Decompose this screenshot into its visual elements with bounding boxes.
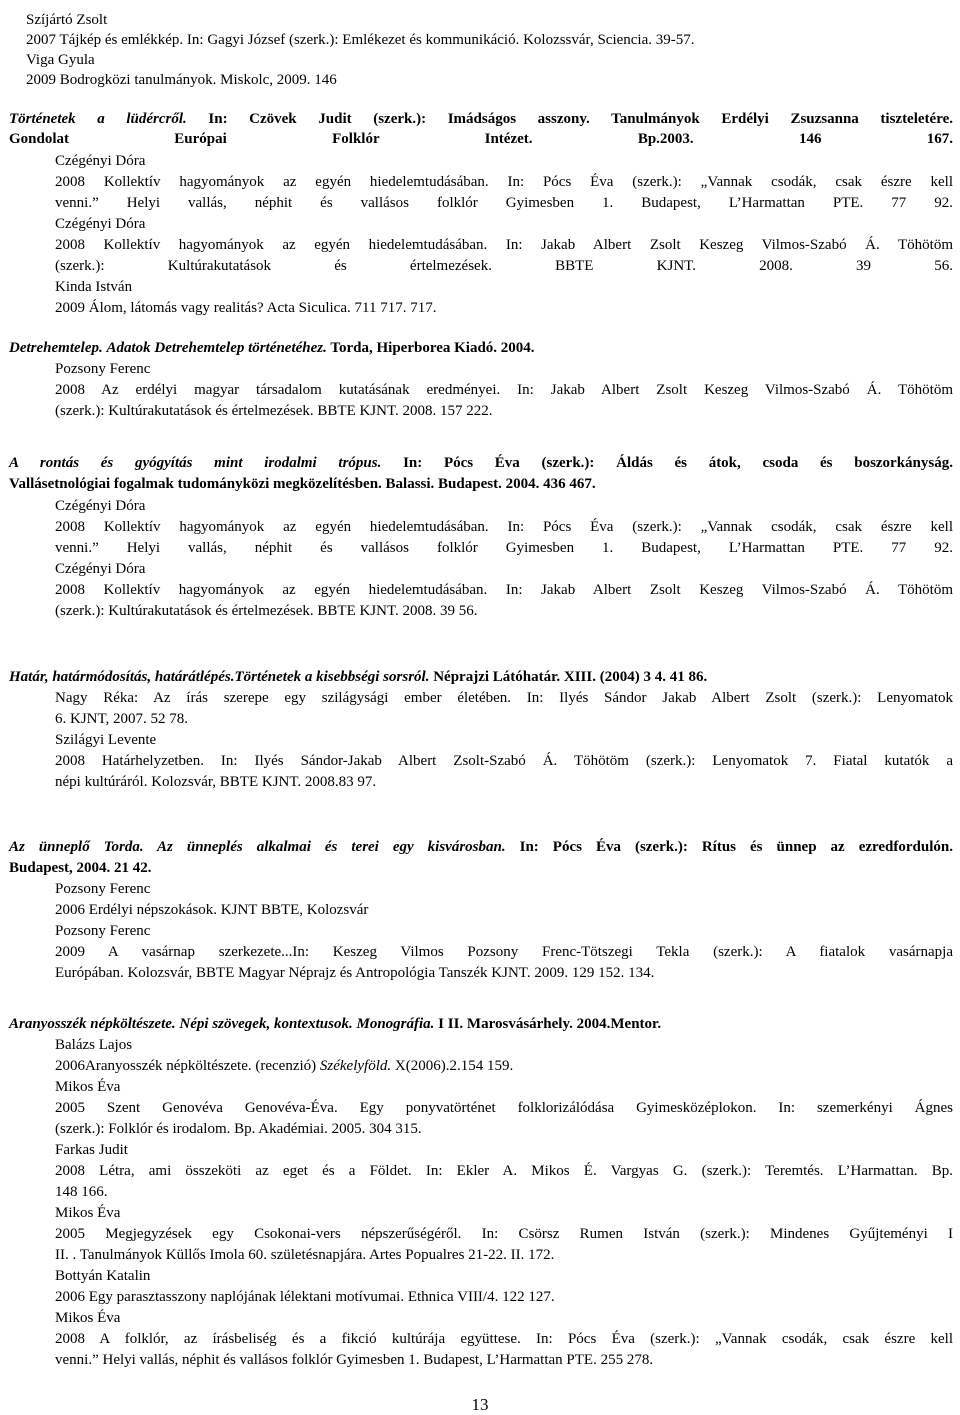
text-line bbox=[55, 580, 953, 600]
text-segment: 2008 Határhelyzetben. In: Ilyés Sándor-Jakab Albert Zsolt-Szabó Á. Töhötöm (szerk.): Lenyomatok 7. Fiatal kutatók a bbox=[55, 753, 953, 769]
text-segment: venni.” Helyi vallás, néphit és vallásos folklór Gyimesben 1. Budapest, L’Harmattan PTE. 77 92. bbox=[55, 195, 953, 211]
text-segment: 2008 A folklór, az írásbeliség és a fikció kultúrája együttese. In: Pócs Éva (szerk.): „Vannak csodák, csak észre kell bbox=[55, 1331, 953, 1347]
text-segment: Balázs Lajos bbox=[55, 1037, 133, 1053]
text-line bbox=[55, 942, 953, 962]
text-line bbox=[55, 1329, 953, 1349]
text-segment: venni.” Helyi vallás, néphit és vallásos folklór Gyimesben 1. Budapest, L’Harmattan PTE. 77 92. bbox=[55, 540, 953, 556]
text-line bbox=[55, 1350, 653, 1370]
text-segment: Viga Gyula bbox=[26, 52, 95, 68]
text-line bbox=[55, 298, 436, 318]
text-line bbox=[55, 172, 953, 192]
text-segment: Torda, Hiperborea Kiadó. 2004. bbox=[326, 340, 535, 356]
text-line bbox=[55, 963, 654, 983]
text-line bbox=[55, 214, 145, 234]
text-segment: Kinda István bbox=[55, 279, 133, 295]
text-line bbox=[55, 380, 953, 400]
text-line bbox=[55, 1140, 128, 1160]
text-segment: Székelyföld. bbox=[319, 1058, 392, 1074]
text-line bbox=[55, 1056, 513, 1076]
text-segment: Czégényi Dóra bbox=[55, 153, 146, 169]
text-line bbox=[9, 109, 953, 129]
text-segment: 2009 A vasárnap szerkezete...In: Keszeg Vilmos Pozsony Frenc-Tötszegi Tekla (szerk.): A fiatalok vasárnapja bbox=[55, 944, 953, 960]
text-segment: Mikos Éva bbox=[55, 1205, 121, 1221]
text-segment: (szerk.): Folklór és irodalom. Bp. Akadémiai. 2005. 304 315. bbox=[55, 1121, 422, 1137]
text-line bbox=[55, 1287, 555, 1307]
text-segment: Mikos Éva bbox=[55, 1079, 121, 1095]
text-line bbox=[55, 277, 132, 297]
text-line bbox=[55, 1098, 953, 1118]
text-line bbox=[55, 879, 150, 899]
text-segment: Néprajzi Látóhatár. XIII. (2004) 3 4. 41 86. bbox=[429, 669, 708, 685]
text-line bbox=[55, 730, 156, 750]
text-line bbox=[55, 359, 150, 379]
text-line bbox=[55, 496, 145, 516]
text-segment: (szerk.): Kultúrakutatások és értelmezések. BBTE KJNT. 2008. 157 222. bbox=[55, 403, 493, 419]
text-line bbox=[55, 900, 368, 920]
text-line bbox=[55, 1245, 554, 1265]
text-line bbox=[55, 193, 953, 213]
text-segment: Nagy Réka: Az írás szerepe egy szilágysági ember életében. In: Ilyés Sándor Jakab Albert Zsolt (szerk.): Lenyomatok bbox=[55, 690, 953, 706]
page-number: 13 bbox=[471, 1395, 489, 1414]
text-line bbox=[55, 235, 953, 255]
text-line bbox=[55, 1266, 150, 1286]
text-segment: 2005 Szent Genovéva Genovéva-Éva. Egy ponyvatörténet folklorizálódása Gyimesközéplokon. In: szemerkényi Ágnes bbox=[55, 1100, 953, 1116]
text-segment: I II. Marosvásárhely. 2004.Mentor. bbox=[434, 1016, 662, 1032]
text-line bbox=[9, 453, 953, 473]
text-segment: 2008 Kollektív hagyományok az egyén hiedelemtudásában. In: Pócs Éva (szerk.): „Vannak csodák, csak észre kell bbox=[55, 174, 953, 190]
text-segment: X(2006).2.154 159. bbox=[391, 1058, 514, 1074]
text-segment: 2008 Az erdélyi magyar társadalom kutatásának eredményei. In: Jakab Albert Zsolt Keszeg Vilmos-Szabó Á. Töhötöm bbox=[55, 382, 953, 398]
text-segment: venni.” Helyi vallás, néphit és vallásos folklór Gyimesben 1. Budapest, L’Harmattan PTE. 255 278. bbox=[55, 1352, 654, 1368]
text-line bbox=[9, 837, 953, 857]
text-segment: 2009 Álom, látomás vagy realitás? Acta Siculica. 711 717. 717. bbox=[55, 300, 437, 316]
text-line bbox=[55, 538, 953, 558]
text-segment: Pozsony Ferenc bbox=[55, 881, 151, 897]
text-segment: Szilágyi Levente bbox=[55, 732, 157, 748]
text-segment: 2007 Tájkép és emlékkép. In: Gagyi József (szerk.): Emlékezet és kommunikáció. Kolozssvár, Sciencia. 39-57. bbox=[26, 32, 695, 48]
text-segment: Pozsony Ferenc bbox=[55, 923, 151, 939]
text-line bbox=[55, 256, 953, 276]
text-segment: 2008 Kollektív hagyományok az egyén hiedelemtudásában. In: Jakab Albert Zsolt Keszeg Vilmos-Szabó Á. Töhötöm bbox=[55, 582, 953, 598]
text-segment: A rontás és gyógyítás mint irodalmi trópus. bbox=[9, 455, 382, 471]
text-segment: Határ, határmódosítás, határátlépés.Történetek a kisebbségi sorsról. bbox=[9, 669, 430, 685]
text-segment: Történetek a lüdércről. bbox=[9, 111, 187, 127]
text-line bbox=[55, 1161, 953, 1181]
text-line bbox=[55, 772, 376, 792]
text-line bbox=[9, 858, 152, 878]
text-segment: Gondolat Európai Folklór Intézet. Bp.2003. 146 167. bbox=[9, 131, 953, 147]
text-line bbox=[9, 338, 535, 358]
text-line bbox=[55, 1119, 422, 1139]
text-line bbox=[55, 921, 150, 941]
text-segment: Adatok Detrehemtelep történetéhez. bbox=[106, 340, 327, 356]
text-segment: Czégényi Dóra bbox=[55, 498, 146, 514]
text-segment: Czégényi Dóra bbox=[55, 561, 146, 577]
text-segment: Aranyosszék népköltészete. Népi szövegek, kontextusok. Monográfia. bbox=[9, 1016, 435, 1032]
text-segment: (szerk.): Kultúrakutatások és értelmezések. BBTE KJNT. 2008. 39 56. bbox=[55, 603, 478, 619]
text-segment: 2006 Egy parasztasszony naplójának lélektani motívumai. Ethnica VIII/4. 122 127. bbox=[55, 1289, 555, 1305]
text-line bbox=[55, 709, 188, 729]
text-segment: 148 166. bbox=[55, 1184, 108, 1200]
text-segment: Európában. Kolozsvár, BBTE Magyar Néprajz és Antropológia Tanszék KJNT. 2009. 129 152. 134. bbox=[55, 965, 655, 981]
text-line bbox=[26, 30, 695, 50]
text-segment: 2005 Megjegyzések egy Csokonai-vers népszerűségéről. In: Csörsz Rumen István (szerk.): Mindenes Gyűjteményi I bbox=[55, 1226, 953, 1242]
text-segment: Farkas Judit bbox=[55, 1142, 128, 1158]
text-segment: 2006 Erdélyi népszokások. KJNT BBTE, Kolozsvár bbox=[55, 902, 369, 918]
text-line bbox=[9, 1014, 661, 1034]
text-segment: Budapest, 2004. 21 42. bbox=[9, 860, 152, 876]
text-line bbox=[55, 1035, 132, 1055]
text-segment: 6. KJNT, 2007. 52 78. bbox=[55, 711, 189, 727]
text-line bbox=[55, 1203, 120, 1223]
text-segment: Detrehemtelep. bbox=[9, 340, 103, 356]
text-segment: 2008 Létra, ami összeköti az eget és a Földet. In: Ekler A. Mikos É. Vargyas G. (szerk.): Teremtés. L’Harmattan. Bp. bbox=[55, 1163, 953, 1179]
text-segment: Szíjártó Zsolt bbox=[26, 12, 108, 28]
text-segment: Czégényi Dóra bbox=[55, 216, 146, 232]
text-line bbox=[55, 151, 145, 171]
text-segment: In: Pócs Éva (szerk.): Rítus és ünnep az ezredfordulón. bbox=[505, 839, 953, 855]
text-line bbox=[55, 401, 493, 421]
text-line bbox=[55, 1224, 953, 1244]
text-segment: Bottyán Katalin bbox=[55, 1268, 151, 1284]
text-line bbox=[9, 474, 596, 494]
text-segment: 2008 Kollektív hagyományok az egyén hiedelemtudásában. In: Jakab Albert Zsolt Keszeg Vilmos-Szabó Á. Töhötöm bbox=[55, 237, 953, 253]
text-segment: Az ünneplő Torda. Az ünneplés alkalmai és terei egy kisvárosban. bbox=[9, 839, 506, 855]
text-line bbox=[55, 751, 953, 771]
text-segment: népi kultúráról. Kolozsvár, BBTE KJNT. 2008.83 97. bbox=[55, 774, 377, 790]
text-segment: 2006Aranyosszék népköltészete. (recenzió) bbox=[55, 1058, 320, 1074]
text-line bbox=[55, 517, 953, 537]
text-line bbox=[26, 70, 337, 90]
text-line bbox=[26, 10, 107, 30]
text-segment: In: Pócs Éva (szerk.): Áldás és átok, csoda és boszorkányság. bbox=[381, 455, 953, 471]
text-line bbox=[55, 601, 478, 621]
text-line bbox=[55, 559, 145, 579]
text-segment: Vallásetnológiai fogalmak tudományközi megközelítésben. Balassi. Budapest. 2004. 436 467. bbox=[9, 476, 596, 492]
text-segment: Mikos Éva bbox=[55, 1310, 121, 1326]
text-segment: II. . Tanulmányok Küllős Imola 60. születésnapjára. Artes Popualres 21-22. II. 172. bbox=[55, 1247, 555, 1263]
text-segment: (szerk.): Kultúrakutatások és értelmezések. BBTE KJNT. 2008. 39 56. bbox=[55, 258, 953, 274]
text-line bbox=[26, 50, 95, 70]
text-segment: Pozsony Ferenc bbox=[55, 361, 151, 377]
text-line bbox=[55, 1077, 120, 1097]
text-line bbox=[55, 1308, 120, 1328]
text-line bbox=[9, 667, 707, 687]
text-line bbox=[55, 688, 953, 708]
text-segment: 2009 Bodrogközi tanulmányok. Miskolc, 2009. 146 bbox=[26, 72, 337, 88]
text-line bbox=[55, 1182, 108, 1202]
text-segment: 2008 Kollektív hagyományok az egyén hiedelemtudásában. In: Pócs Éva (szerk.): „Vannak csodák, csak észre kell bbox=[55, 519, 953, 535]
text-segment: In: Czövek Judit (szerk.): Imádságos asszony. Tanulmányok Erdélyi Zsuzsanna tiszteletére. bbox=[186, 111, 953, 127]
text-line bbox=[9, 129, 953, 149]
